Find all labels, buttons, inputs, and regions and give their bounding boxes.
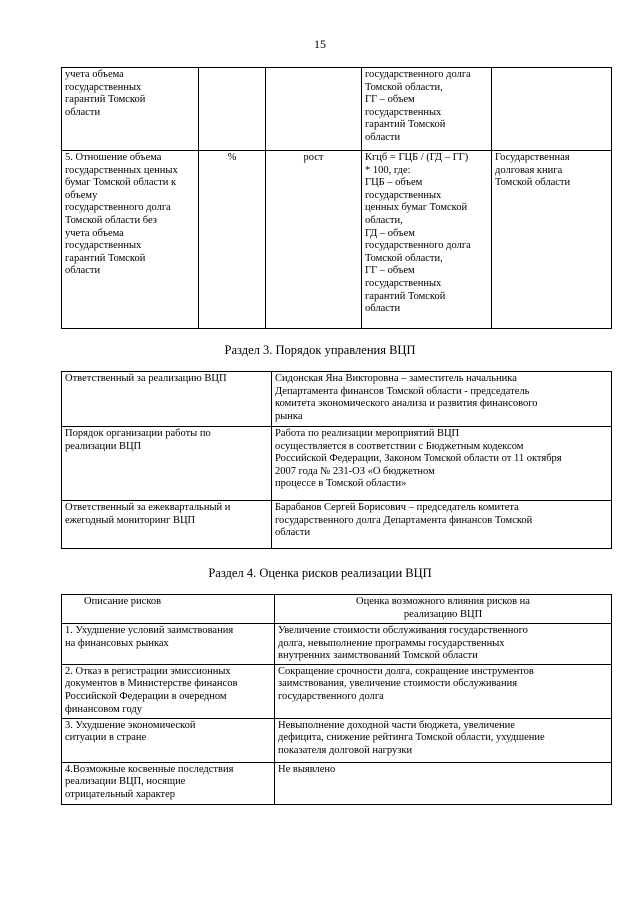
source-cell: Государственная долговая книга Томской области [492, 151, 612, 329]
indicators-table [61, 67, 612, 329]
section3-title: Раздел 3. Порядок управления ВЦП [224, 343, 416, 357]
risk-description: 2. Отказ в регистрации эмиссионных документов в Министерстве финансов Российской Федерации в очередном финансовом году [62, 664, 275, 718]
management-label: Порядок организации работы по реализации ВЦП [62, 427, 272, 501]
risk-description: 4.Возможные косвенные последствия реализации ВЦП, носящие отрицательный характер [62, 762, 275, 804]
table-row [62, 372, 612, 427]
management-label: Ответственный за ежеквартальный и ежегодный мониторинг ВЦП [62, 501, 272, 549]
risk-impact: Не выявлено [275, 762, 612, 804]
risk-impact: Увеличение стоимости обслуживания государственного долга, невыполнение программы государственных внутренних заимствований Томской области [275, 624, 612, 665]
formula-cell: государственного долга Томской области, ГГ – объем государственных гарантий Томской области [362, 68, 492, 151]
trend-cell: рост [266, 151, 362, 329]
management-value: Работа по реализации мероприятий ВЦП осуществляется в соответствии с Бюджетным кодексом Российской Федерации, Законом Томской области от 11 октября 2007 года № 231-ОЗ «О бюджетном процессе в Томской области» [272, 427, 612, 501]
formula-cell: Кгцб = ГЦБ / (ГД – ГГ) * 100, где: ГЦБ – объем государственных ценных бумаг Томской области, ГД – объем государственного долга Томской области, ГГ – объем государственных гарантий Томской области [362, 151, 492, 329]
unit-cell: % [199, 151, 266, 329]
unit-cell [199, 68, 266, 151]
management-table [61, 371, 612, 549]
risk-impact: Невыполнение доходной части бюджета, увеличение дефицита, снижение рейтинга Томской области, ухудшение показателя долговой нагрузки [275, 718, 612, 762]
indicator-name-cell: 5. Отношение объема государственных ценных бумаг Томской области к объему государственного долга Томской области без учета объема государственных гарантий Томской области [62, 151, 199, 329]
table-header-row [62, 595, 612, 624]
management-value: Барабанов Сергей Борисович – председатель комитета государственного долга Департамента финансов Томской области [272, 501, 612, 549]
table-row [62, 68, 612, 151]
table-row [62, 762, 612, 804]
management-value: Сидонская Яна Викторовна – заместитель начальника Департамента финансов Томской области - председатель комитета экономического анализа и развития финансового рынка [272, 372, 612, 427]
source-cell [492, 68, 612, 151]
trend-cell [266, 68, 362, 151]
table-row [62, 718, 612, 762]
table-row [62, 501, 612, 549]
section4-title: Раздел 4. Оценка рисков реализации ВЦП [208, 566, 432, 580]
page-number: 15 [314, 37, 326, 51]
risk-description: 1. Ухудшение условий заимствования на финансовых рынках [62, 624, 275, 665]
impact-header: Оценка возможного влияния рисков на реализацию ВЦП [275, 595, 612, 624]
indicator-name-cell: учета объема государственных гарантий Томской области [62, 68, 199, 151]
table-row [62, 151, 612, 329]
risks-table [61, 594, 612, 805]
risk-impact: Сокращение срочности долга, сокращение инструментов заимствования, увеличение стоимости обслуживания государственного долга [275, 664, 612, 718]
management-label: Ответственный за реализацию ВЦП [62, 372, 272, 427]
risk-description: 3. Ухудшение экономической ситуации в стране [62, 718, 275, 762]
table-row [62, 664, 612, 718]
risk-header: Описание рисков [62, 595, 275, 624]
table-row [62, 624, 612, 665]
table-row [62, 427, 612, 501]
